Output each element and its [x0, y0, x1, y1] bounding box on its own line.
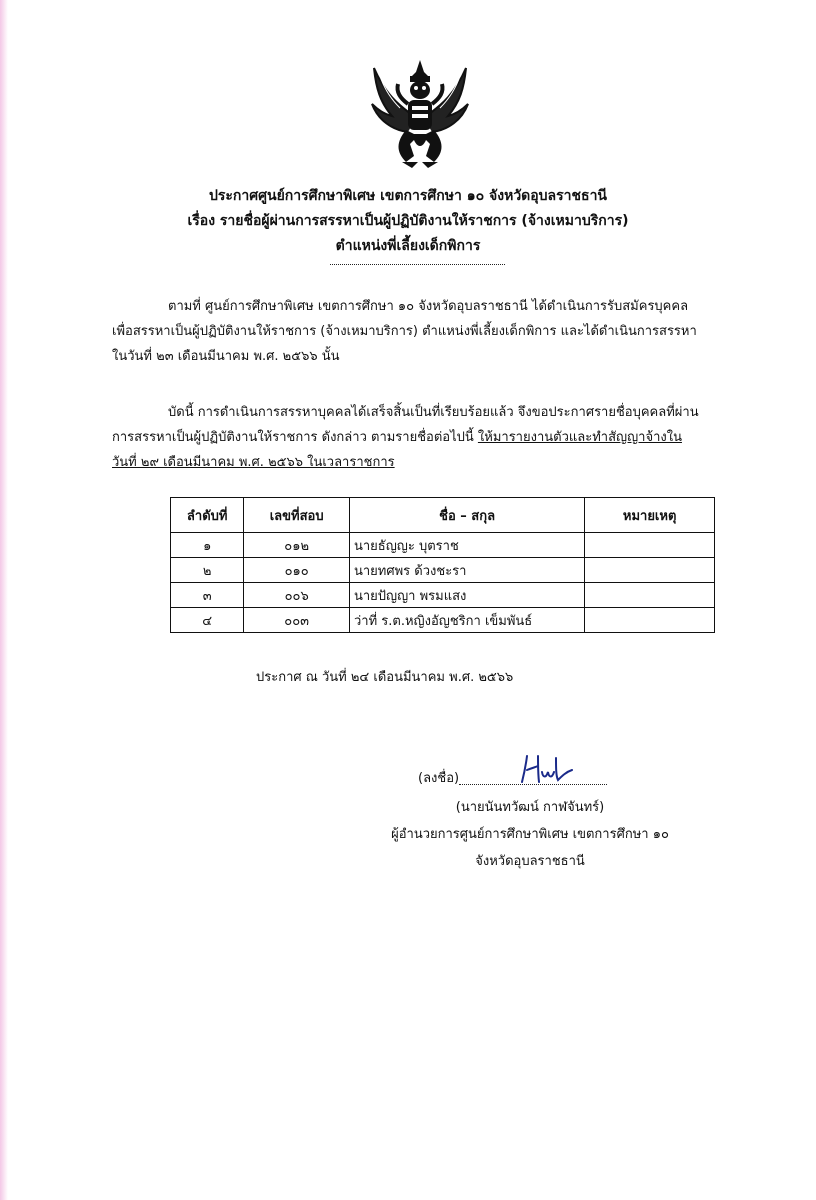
cell-note [585, 608, 715, 633]
cell-number: ๓ [171, 583, 244, 608]
paragraph-line: ในวันที่ ๒๓ เดือนมีนาคม พ.ศ. ๒๕๖๖ นั้น [112, 349, 340, 364]
table-row [171, 558, 715, 583]
cell-name: ว่าที่ ร.ต.หญิงอัญชริกา เข็มพันธ์ [349, 608, 584, 633]
handwritten-signature [518, 752, 574, 786]
table-row [171, 608, 715, 633]
column-header-exam-id: เลขที่สอบ [244, 498, 350, 533]
paragraph-line [112, 425, 717, 450]
cell-number: ๔ [171, 608, 244, 633]
signatory-name: (นายนันทวัฒน์ กาฬจันทร์) [455, 800, 605, 815]
cell-number: ๑ [171, 533, 244, 558]
header-position: ตำแหน่งพี่เลี้ยงเด็กพิการ [335, 238, 481, 254]
signatory-position: ผู้อำนวยการศูนย์การศึกษาพิเศษ เขตการศึกษา ๑๐ [391, 827, 669, 842]
announcement-date: ประกาศ ณ วันที่ ๒๔ เดือนมีนาคม พ.ศ. ๒๕๖๖ [256, 670, 514, 685]
cell-note [585, 533, 715, 558]
cell-name: นายธัญญะ บุตราช [349, 533, 584, 558]
cell-note [585, 558, 715, 583]
signatory-block [380, 794, 680, 875]
paragraph-text: การสรรหาเป็นผู้ปฏิบัติงานให้ราชการ ดังกล่าว ตามรายชื่อต่อไปนี้ [112, 430, 478, 445]
paragraph-announcement [112, 400, 717, 475]
header-title: ประกาศศูนย์การศึกษาพิเศษ เขตการศึกษา ๑๐ จังหวัดอุบลราชธานี [208, 188, 607, 204]
header-divider [330, 264, 505, 265]
report-instruction: ให้มารายงานตัวและทำสัญญาจ้างใน [477, 430, 682, 445]
table-row [171, 583, 715, 608]
cell-number: ๒ [171, 558, 244, 583]
cell-exam-id: ๐๑๐ [244, 558, 350, 583]
document-header [0, 184, 816, 259]
column-header-name: ชื่อ – สกุล [349, 498, 584, 533]
cell-exam-id: ๐๐๓ [244, 608, 350, 633]
signatory-province: จังหวัดอุบลราชธานี [475, 854, 585, 869]
report-date: วันที่ ๒๙ เดือนมีนาคม พ.ศ. ๒๕๖๖ ในเวลาราชการ [112, 455, 395, 470]
page-edge [0, 0, 8, 1200]
table-row [171, 533, 715, 558]
cell-note [585, 583, 715, 608]
table-header-row [171, 498, 715, 533]
cell-exam-id: ๐๑๒ [244, 533, 350, 558]
signature-label: (ลงชื่อ) [418, 771, 460, 786]
column-header-note: หมายเหตุ [585, 498, 715, 533]
garuda-emblem-icon [366, 58, 474, 170]
paragraph-intro [112, 294, 717, 369]
cell-name: นายปัญญา พรมแสง [349, 583, 584, 608]
paragraph-line: เพื่อสรรหาเป็นผู้ปฏิบัติงานให้ราชการ (จ้างเหมาบริการ) ตำแหน่งพี่เลี้ยงเด็กพิการ และได้ดำเนินการสรรหา [112, 324, 697, 339]
cell-name: นายทศพร ด้วงชะรา [349, 558, 584, 583]
signature-line [418, 767, 607, 788]
paragraph-line: บัดนี้ การดำเนินการสรรหาบุคคลได้เสร็จสิ้นเป็นที่เรียบร้อยแล้ว จึงขอประกาศรายชื่อบุคคลที่ผ่าน [168, 405, 699, 420]
cell-exam-id: ๐๐๖ [244, 583, 350, 608]
header-subject: เรื่อง รายชื่อผู้ผ่านการสรรหาเป็นผู้ปฏิบัติงานให้ราชการ (จ้างเหมาบริการ) [187, 213, 629, 229]
column-header-number: ลำดับที่ [171, 498, 244, 533]
paragraph-line: ตามที่ ศูนย์การศึกษาพิเศษ เขตการศึกษา ๑๐ จังหวัดอุบลราชธานี ได้ดำเนินการรับสมัครบุคคล [168, 299, 689, 314]
candidate-table [170, 497, 715, 633]
